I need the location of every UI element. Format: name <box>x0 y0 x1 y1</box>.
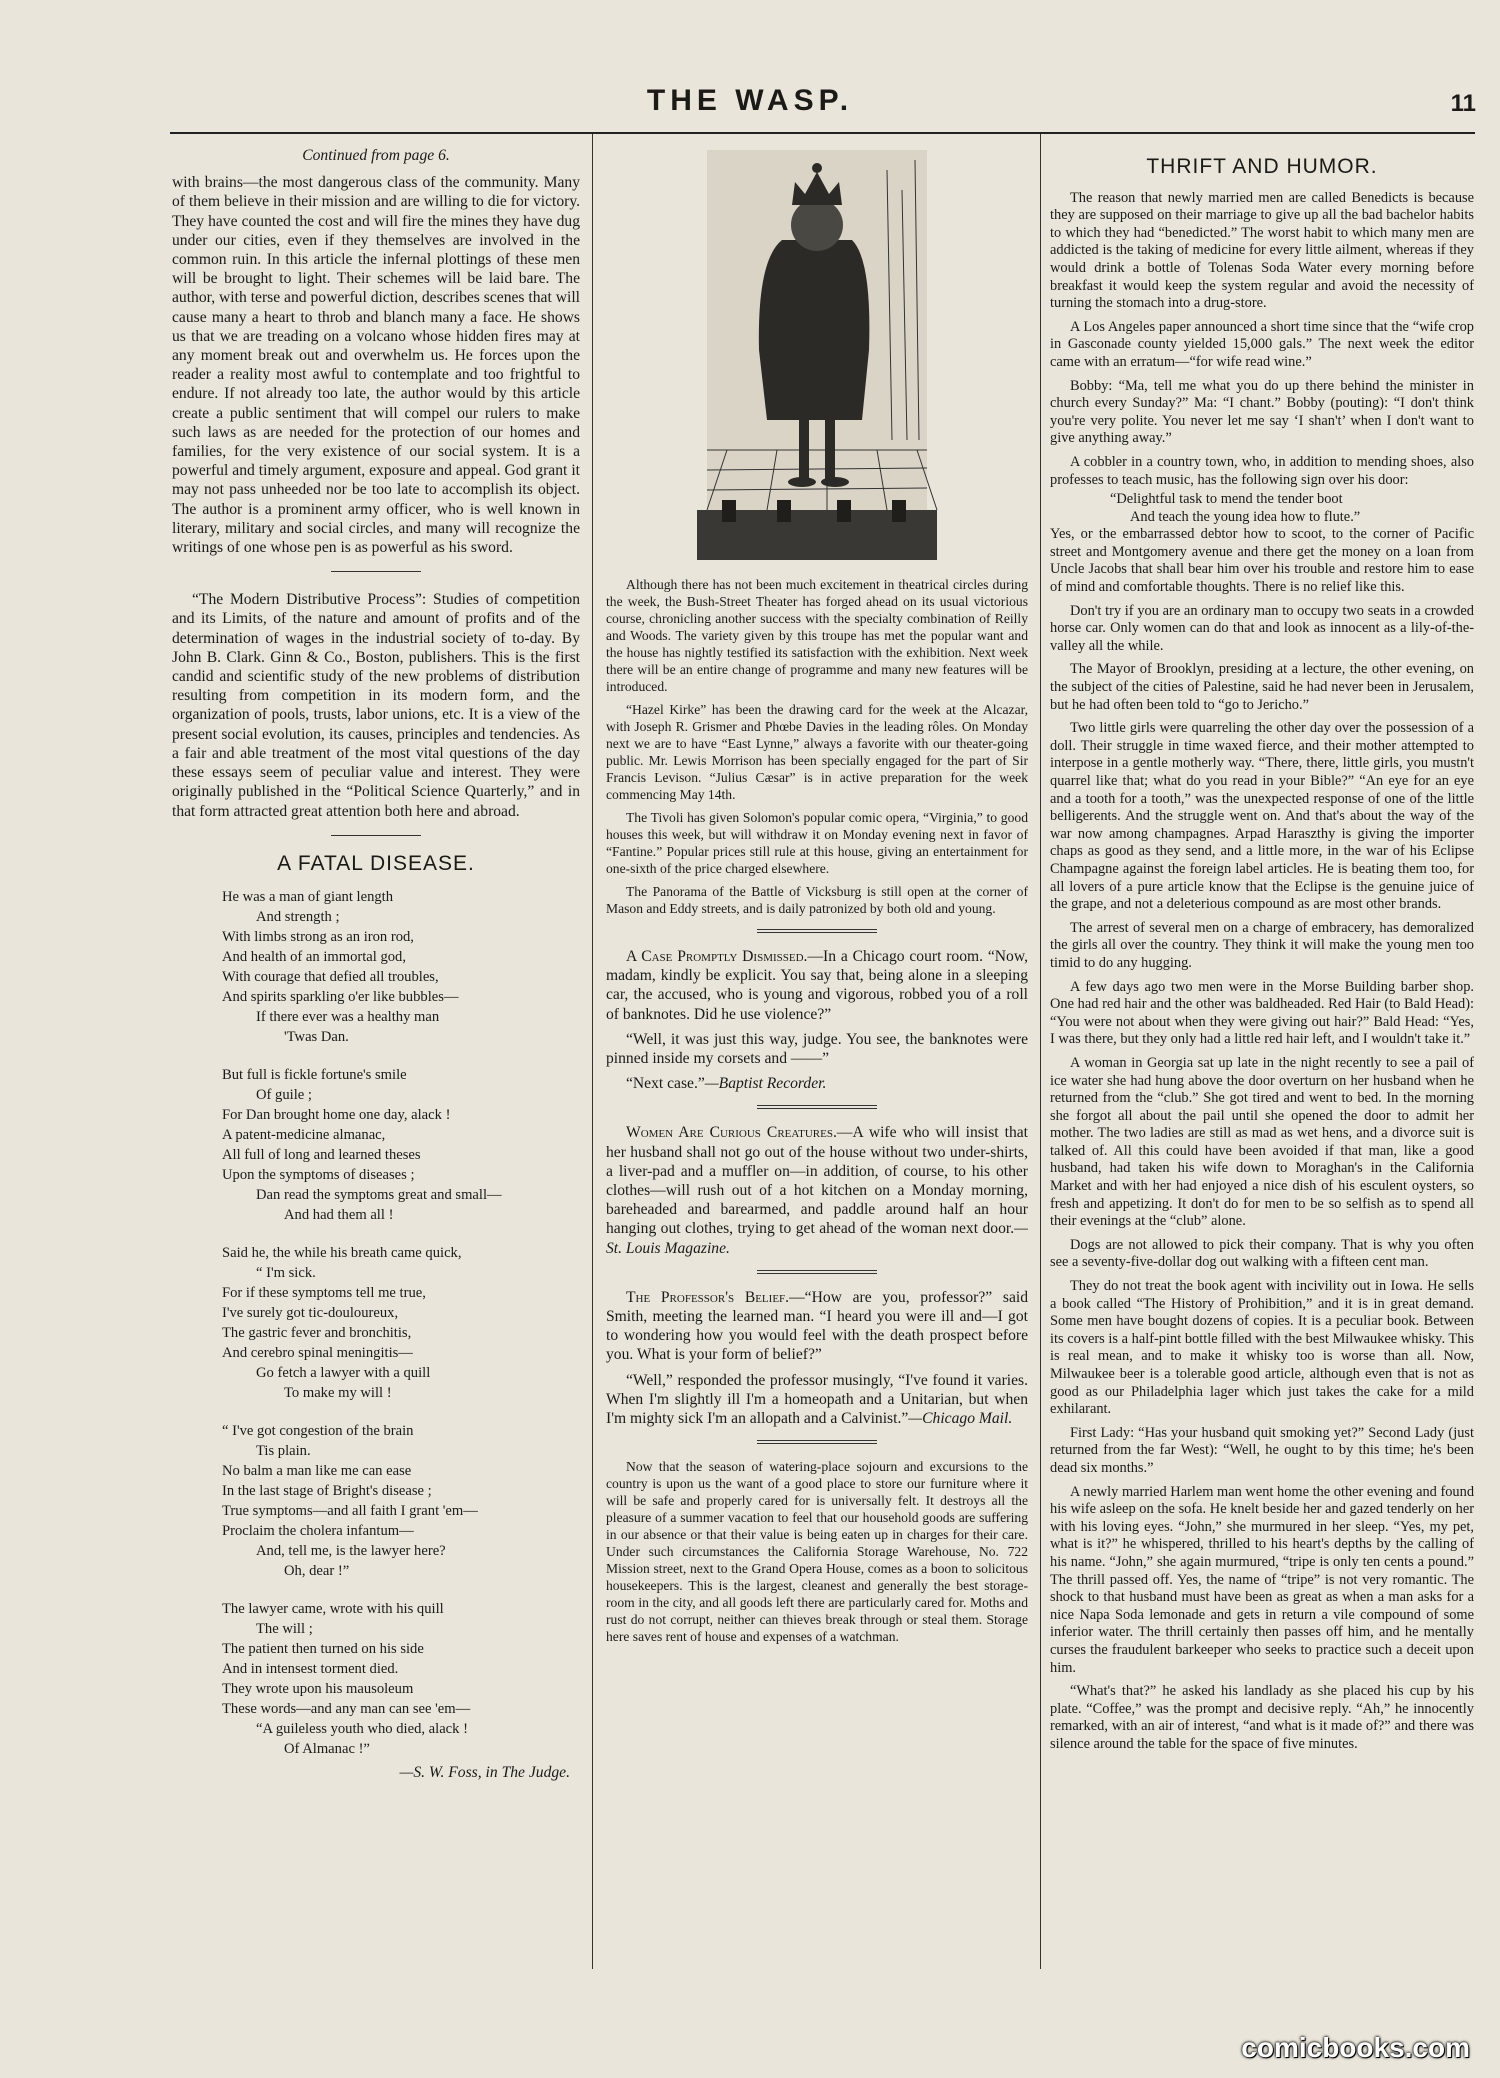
poem-line: Tis plain. <box>256 1442 311 1459</box>
section-rule <box>331 571 421 572</box>
poem-line: And strength ; <box>256 908 340 925</box>
column-right <box>1050 140 1474 1759</box>
poem-line: The will ; <box>256 1620 313 1637</box>
item-lead: The Professor's Belief. <box>626 1288 790 1306</box>
humor-paragraph: A newly married Harlem man went home the other evening and found his wife asleep on the sofa. He knelt beside her and gazed tenderly on her with his loving eyes. “John,” she murmured in her sleep. “Yes, my pet, what is it?” he whispered, thrilled to his heart's depths by the calling of his name. “John,” she again murmured, “tripe is only ten cents a pound.” The thrill passed off. Yes, the name of “tripe” is not very romantic. The shock to that husband must have been as great as when a man asks for a nice Napa Soda lemonade and gets in return a vile compound of some inferior water. The thrill certainly then passes off him, and he mentally curses the fraudulent barkeeper who seeks to practice such a deceit upon him. <box>1050 1483 1474 1676</box>
poem-line: “A guileless youth who died, alack ! <box>256 1720 468 1737</box>
theater-paragraph: The Panorama of the Battle of Vicksburg is still open at the corner of Mason and Eddy streets, and is daily patronized by both old and young. <box>606 884 1028 916</box>
poem-line: These words—and any man can see 'em— <box>222 1700 471 1717</box>
professor-belief-item: The Professor's Belief.—“How are you, professor?” said Smith, meeting the learned man. “I heard you were ill and—I got to wondering how you would feel with the death prospect before you. What is your form of belief?” <box>606 1288 1028 1364</box>
header-rule <box>170 132 1475 134</box>
section-rule <box>757 1440 877 1444</box>
column-divider-right <box>1040 134 1041 1969</box>
cobbler-sign-verse <box>1110 491 1474 526</box>
poem-line: With courage that defied all troubles, <box>222 968 439 985</box>
poem-line: A patent-medicine almanac, <box>222 1126 386 1143</box>
humor-paragraph: A woman in Georgia sat up late in the night recently to see a pail of ice water she had hung above the door overturn on her husband when he returned from the “club.” She got tired and went to bed. In the morning she forgot all about the pail until she opened the door to admit her mother. The two ladies are still as mad as wet hens, and a divorce suit is talked of. All this could have been avoided if that man, like a good husband, had taken his wife down to Moraghan's in the California Market and with her had enjoyed a nice dish of his esculent oysters, so fresh and appetizing. It don't do for men to be so selfish as to spend all their evenings at the “club” alone. <box>1050 1054 1474 1230</box>
poem-line: And health of an immortal god, <box>222 948 407 965</box>
site-watermark: comicbooks.com <box>1241 2032 1470 2063</box>
poem-line: No balm a man like me can ease <box>222 1462 412 1479</box>
humor-paragraph: The Mayor of Brooklyn, presiding at a lecture, the other evening, on the subject of the cities of Palestine, said he had never been in Jerusalem, but he had often been told to “go to Jericho.” <box>1050 661 1474 713</box>
column-divider-left <box>592 134 593 1969</box>
poem-line: They wrote upon his mausoleum <box>222 1680 414 1697</box>
column-middle <box>606 140 1028 1651</box>
humor-paragraph: They do not treat the book agent with incivility out in Iowa. He sells a book called “The History of Prohibition,” and it is in great demand. Some men have bought dozens of copies. It is a peculiar book. Between its covers is a half-pint bottle filled with the best Milwaukee whisky. This is real mean, and to make it whisky too is worse than all. Now, Milwaukee beer is a tolerable good article, although even that is not as good as our Philadelphia lager which just takes the cake for a mild exhilarant. <box>1050 1278 1474 1418</box>
poem-line: In the last stage of Bright's disease ; <box>222 1482 432 1499</box>
poem-line: Said he, the while his breath came quick, <box>222 1244 462 1261</box>
poem-line: Proclaim the cholera infantum— <box>222 1522 414 1539</box>
poem-stanza <box>222 1243 580 1403</box>
item-credit: —Baptist Recorder. <box>704 1075 827 1093</box>
poem-title: A FATAL DISEASE. <box>277 851 475 875</box>
women-curious-item: Women Are Curious Creatures.—A wife who will insist that her husband shall not go out of the house without two under-shirts, a liver-pad and a muffler on—in addition, of course, to his other clothes—will rush out of a hot kitchen on a Monday morning, bareheaded and barearmed, and paddle around half an hour hanging out clothes, trying to get ahead of the woman next door.—St. Louis Magazine. <box>606 1124 1028 1257</box>
poem-line: And cerebro spinal meningitis— <box>222 1344 413 1361</box>
poem-line: For if these symptoms tell me true, <box>222 1284 426 1301</box>
humor-paragraph: The arrest of several men on a charge of embracery, has demoralized the girls all over the country. They think it will make the young men too timid to do any hugging. <box>1050 919 1474 971</box>
humor-paragraph: Don't try if you are an ordinary man to occupy two seats in a crowded horse car. Only women can do that and look as innocent as a lily-of-the-valley all the while. <box>1050 602 1474 654</box>
theater-paragraph: The Tivoli has given Solomon's popular comic opera, “Virginia,” to good houses this week, but will withdraw it on Monday evening next in favor of “Fantine.” Popular prices still rule at this house, giving an entertainment for one-sixth of the price charged elsewhere. <box>606 810 1028 876</box>
page-number: 11 <box>1450 90 1476 117</box>
masthead-title: THE WASP. <box>646 84 854 117</box>
poem-line: But full is fickle fortune's smile <box>222 1066 407 1083</box>
poem-line: Dan read the symptoms great and small— <box>256 1186 502 1203</box>
humor-paragraph: First Lady: “Has your husband quit smoking yet?” Second Lady (just returned from the far West): “Well, he ought to by this time; he's been dead six months.” <box>1050 1424 1474 1476</box>
book-review: “The Modern Distributive Process”: Studies of competition and its Limits, of the nature and amount of profits and of the determination of wages in the industrial society of to-day. By John B. Clark. Ginn & Co., Boston, publishers. This is the first candid and scientific study of the new problems of distribution resulting from competition in its modern form, and the organization of pools, trusts, labor unions, etc. It is a view of the present social evolution, its causes, principles and tendencies. As a fair and able treatment of the most vital questions of the day these essays seem of peculiar value and interest. They were originally published in the “Political Science Quarterly,” and in that form attracted great attention both here and abroad. <box>172 591 580 820</box>
poem-line: Oh, dear !” <box>284 1562 350 1579</box>
section-rule <box>757 1270 877 1274</box>
poem-line: For Dan brought home one day, alack ! <box>222 1106 451 1123</box>
case-dismissed-close: “Next case.”—Baptist Recorder. <box>626 1075 827 1093</box>
article-paragraph: with brains—the most dangerous class of the community. Many of them believe in their mission and are willing to die for victory. They have counted the cost and will fire the mines they have dug under our cities, even if they themselves are involved in the common ruin. In this article the infernal plottings of these men will be brought to light. Their schemes will be laid bare. The author, with terse and powerful diction, describes scenes that will cause many a heart to throb and blanch many a face. He shows us that we are treading on a volcano whose hidden fires may at any moment break out and overwhelm us. He forces upon the reader a reality most awful to contemplate and too frightful to endure. If not already too late, the author would by this article create a public sentiment that will compel our rulers to make such laws as are needed for the protection of our homes and families, for the very existence of our social system. It is a powerful and timely argument, exposure and appeal. God grant it may not pass unheeded nor be too late to accomplish its object. The author is a prominent army officer, who is well known in literary, military and social circles, and many will recognize the writings of one whose pen is as powerful as his sword. <box>172 174 580 557</box>
theater-paragraph: Although there has not been much excitement in theatrical circles during the week, the Bush-Street Theater has forged ahead on its usual victorious course, chronicling another success with the specialty combination of Reilly and Woods. The variety given by this troupe has met the popular want and the house has nightly testified its satisfaction with the exhibition. Next week there will be an entire change of programme and many new features will be introduced. <box>606 577 1028 694</box>
poem-line: If there ever was a healthy man <box>256 1008 440 1025</box>
verse-line: And teach the young idea how to flute.” <box>1130 508 1361 525</box>
poem-line: I've surely got tic-douloureux, <box>222 1304 399 1321</box>
section-rule <box>757 929 877 933</box>
king-caricature-illustration <box>687 150 947 570</box>
item-credit: —Chicago Mail. <box>908 1410 1013 1428</box>
case-dismissed-reply: “Well, it was just this way, judge. You see, the banknotes were pinned inside my corsets and ——” <box>606 1030 1028 1068</box>
theater-paragraph: “Hazel Kirke” has been the drawing card for the week at the Alcazar, with Joseph R. Grismer and Phœbe Davies in the leading rôles. On Monday next we are to have “East Lynne,” always a favorite with our theater-going public. Mr. Lewis Morrison has been specially engaged for the part of Sir Francis Levison. “Julius Cæsar” is in active preparation for the week commencing May 14th. <box>606 702 1028 802</box>
section-rule <box>757 1105 877 1109</box>
poem-stanza <box>222 1421 580 1581</box>
poem-credit: —S. W. Foss, in The Judge. <box>399 1763 570 1781</box>
continued-note: Continued from page 6. <box>302 147 450 164</box>
humor-paragraph: The reason that newly married men are called Benedicts is because they are supposed on their marriage to give up all the bad bachelor habits to which they had “benedicted.” The worst habit to which many men are addicted is the taking of medicine for every little ailment, whereas if they would drink a bottle of Tolenas Soda Water every morning before breakfast it would keep the system regular and avoid the necessity of turning the stomach into a drug-store. <box>1050 189 1474 312</box>
column-left <box>172 140 580 1788</box>
professor-belief-reply: “Well,” responded the professor musingly, “I've found it varies. When I'm slightly ill I'm a homeopath and a Unitarian, but when I'm mighty sick I'm an allopath and a Calvinist.”—Chicago Mail. <box>606 1371 1028 1428</box>
case-dismissed-item: A Case Promptly Dismissed.—In a Chicago court room. “Now, madam, kindly be explicit. You say that, being alone in a sleeping car, the accused, who is young and vigorous, robbed you of a roll of banknotes. Did he use violence?” <box>606 948 1028 1023</box>
poem-stanza <box>222 1599 580 1759</box>
poem-line: He was a man of giant length <box>222 888 394 905</box>
item-credit: —St. Louis Magazine. <box>606 1220 1028 1257</box>
item-lead: A Case Promptly Dismissed. <box>626 948 808 965</box>
poem-line: “ I've got congestion of the brain <box>222 1422 414 1439</box>
poem-line: And spirits sparkling o'er like bubbles— <box>222 988 459 1005</box>
section-rule <box>331 835 421 836</box>
poem-stanza <box>222 1065 580 1225</box>
storage-advertisement: Now that the season of watering-place sojourn and excursions to the country is upon us the want of a good place to store our furniture where it will be safe and properly cared for is universally felt. It destroys all the pleasure of a summer vacation to feel that our household goods are suffering in our absence or that their value is being eaten up in charges for their care. Under such circumstances the California Storage Warehouse, No. 722 Mission street, next to the Grand Opera House, comes as a boon to solicitous housekeepers. This is the largest, cleanest and generally the best storage-room in the city, and all goods left there are particularly cared for. Moths and rust do not corrupt, neither can thieves break through or steal them. Storage here saves rent of house and expenses of a watchman. <box>606 1459 1028 1645</box>
poem-line: True symptoms—and all faith I grant 'em— <box>222 1502 478 1519</box>
poem-line: The lawyer came, wrote with his quill <box>222 1600 444 1617</box>
humor-paragraph: A cobbler in a country town, who, in addition to mending shoes, also professes to teach music, has the following sign over his door: <box>1050 453 1474 488</box>
humor-paragraph: Yes, or the embarrassed debtor how to scoot, to the corner of Pacific street and Montgomery avenue and there get the money on a loan from Uncle Jacobs that shall bear him over his trouble and restore him to ease of mind and comfortable thoughts. There is no relief like this. <box>1050 526 1474 596</box>
section-title: THRIFT AND HUMOR. <box>1146 155 1378 178</box>
humor-paragraph: A few days ago two men were in the Morse Building barber shop. One had red hair and the other was baldheaded. Red Hair (to Bald Head): “You were not about when they were giving out hair?” Bald Head: “Yes, I was there, but they only had a little red hair left, and I wouldn't take it.” <box>1050 978 1474 1048</box>
verse-line: “Delightful task to mend the tender boot <box>1110 491 1343 508</box>
poem-line: And, tell me, is the lawyer here? <box>256 1542 446 1559</box>
humor-paragraph: Dogs are not allowed to pick their company. That is why you often see a seventy-five-dollar dog out walking with a fifteen cent man. <box>1050 1236 1474 1271</box>
poem-line: 'Twas Dan. <box>284 1028 349 1045</box>
poem-line: And had them all ! <box>284 1206 394 1223</box>
humor-paragraph: Bobby: “Ma, tell me what you do up there behind the minister in church every Sunday?” Ma: “I chant.” Bobby (pouting): “I don't think you're very polite. You never let me say ‘I shan't’ when I don't want to give anything away.” <box>1050 377 1474 447</box>
poem-line: Of Almanac !” <box>284 1740 370 1757</box>
poem-line: To make my will ! <box>284 1384 392 1401</box>
poem-line: The patient then turned on his side <box>222 1640 424 1657</box>
poem-line: All full of long and learned theses <box>222 1146 421 1163</box>
poem-line: With limbs strong as an iron rod, <box>222 928 414 945</box>
poem-line: Go fetch a lawyer with a quill <box>256 1364 431 1381</box>
humor-paragraph: A Los Angeles paper announced a short time since that the “wife crop in Gasconade county yielded 15,000 gals.” The next week the editor came with an erratum—“for wife read wine.” <box>1050 318 1474 370</box>
item-lead: Women Are Curious Creatures. <box>626 1124 837 1142</box>
poem <box>222 887 580 1759</box>
humor-paragraph: “What's that?” he asked his landlady as she placed his cup by his plate. “Coffee,” was the prompt and decisive reply. “Ah,” he innocently remarked, with an air of interest, “and what is it made of?” and there was silence around the table for the space of five minutes. <box>1050 1683 1474 1752</box>
poem-stanza <box>222 887 580 1047</box>
humor-paragraph: Two little girls were quarreling the other day over the possession of a doll. Their struggle in time waxed fierce, and their mother attempted to interpose in a gentle motherly way. “There, there, little girls, you mustn't quarrel like that; what do you read in your Bible?” “An eye for an eye and a tooth for a tooth,” was the unexpected response of one of the little belligerents. And the struggle went on. And that's about the way of the war now among champagnes. Arpad Haraszthy is giving the importer chaps as good as they send, and a little more, in the war of his Eclipse Champagne against the foreign label articles. He is beating them too, for all lovers of a pure article know that the Eclipse is the genuine juice of the grape, and not a deleterious compound as are most other brands. <box>1050 720 1474 913</box>
poem-line: And in intensest torment died. <box>222 1660 399 1677</box>
poem-line: “ I'm sick. <box>256 1264 316 1281</box>
poem-line: Of guile ; <box>256 1086 312 1103</box>
poem-line: Upon the symptoms of diseases ; <box>222 1166 415 1183</box>
poem-line: The gastric fever and bronchitis, <box>222 1324 412 1341</box>
